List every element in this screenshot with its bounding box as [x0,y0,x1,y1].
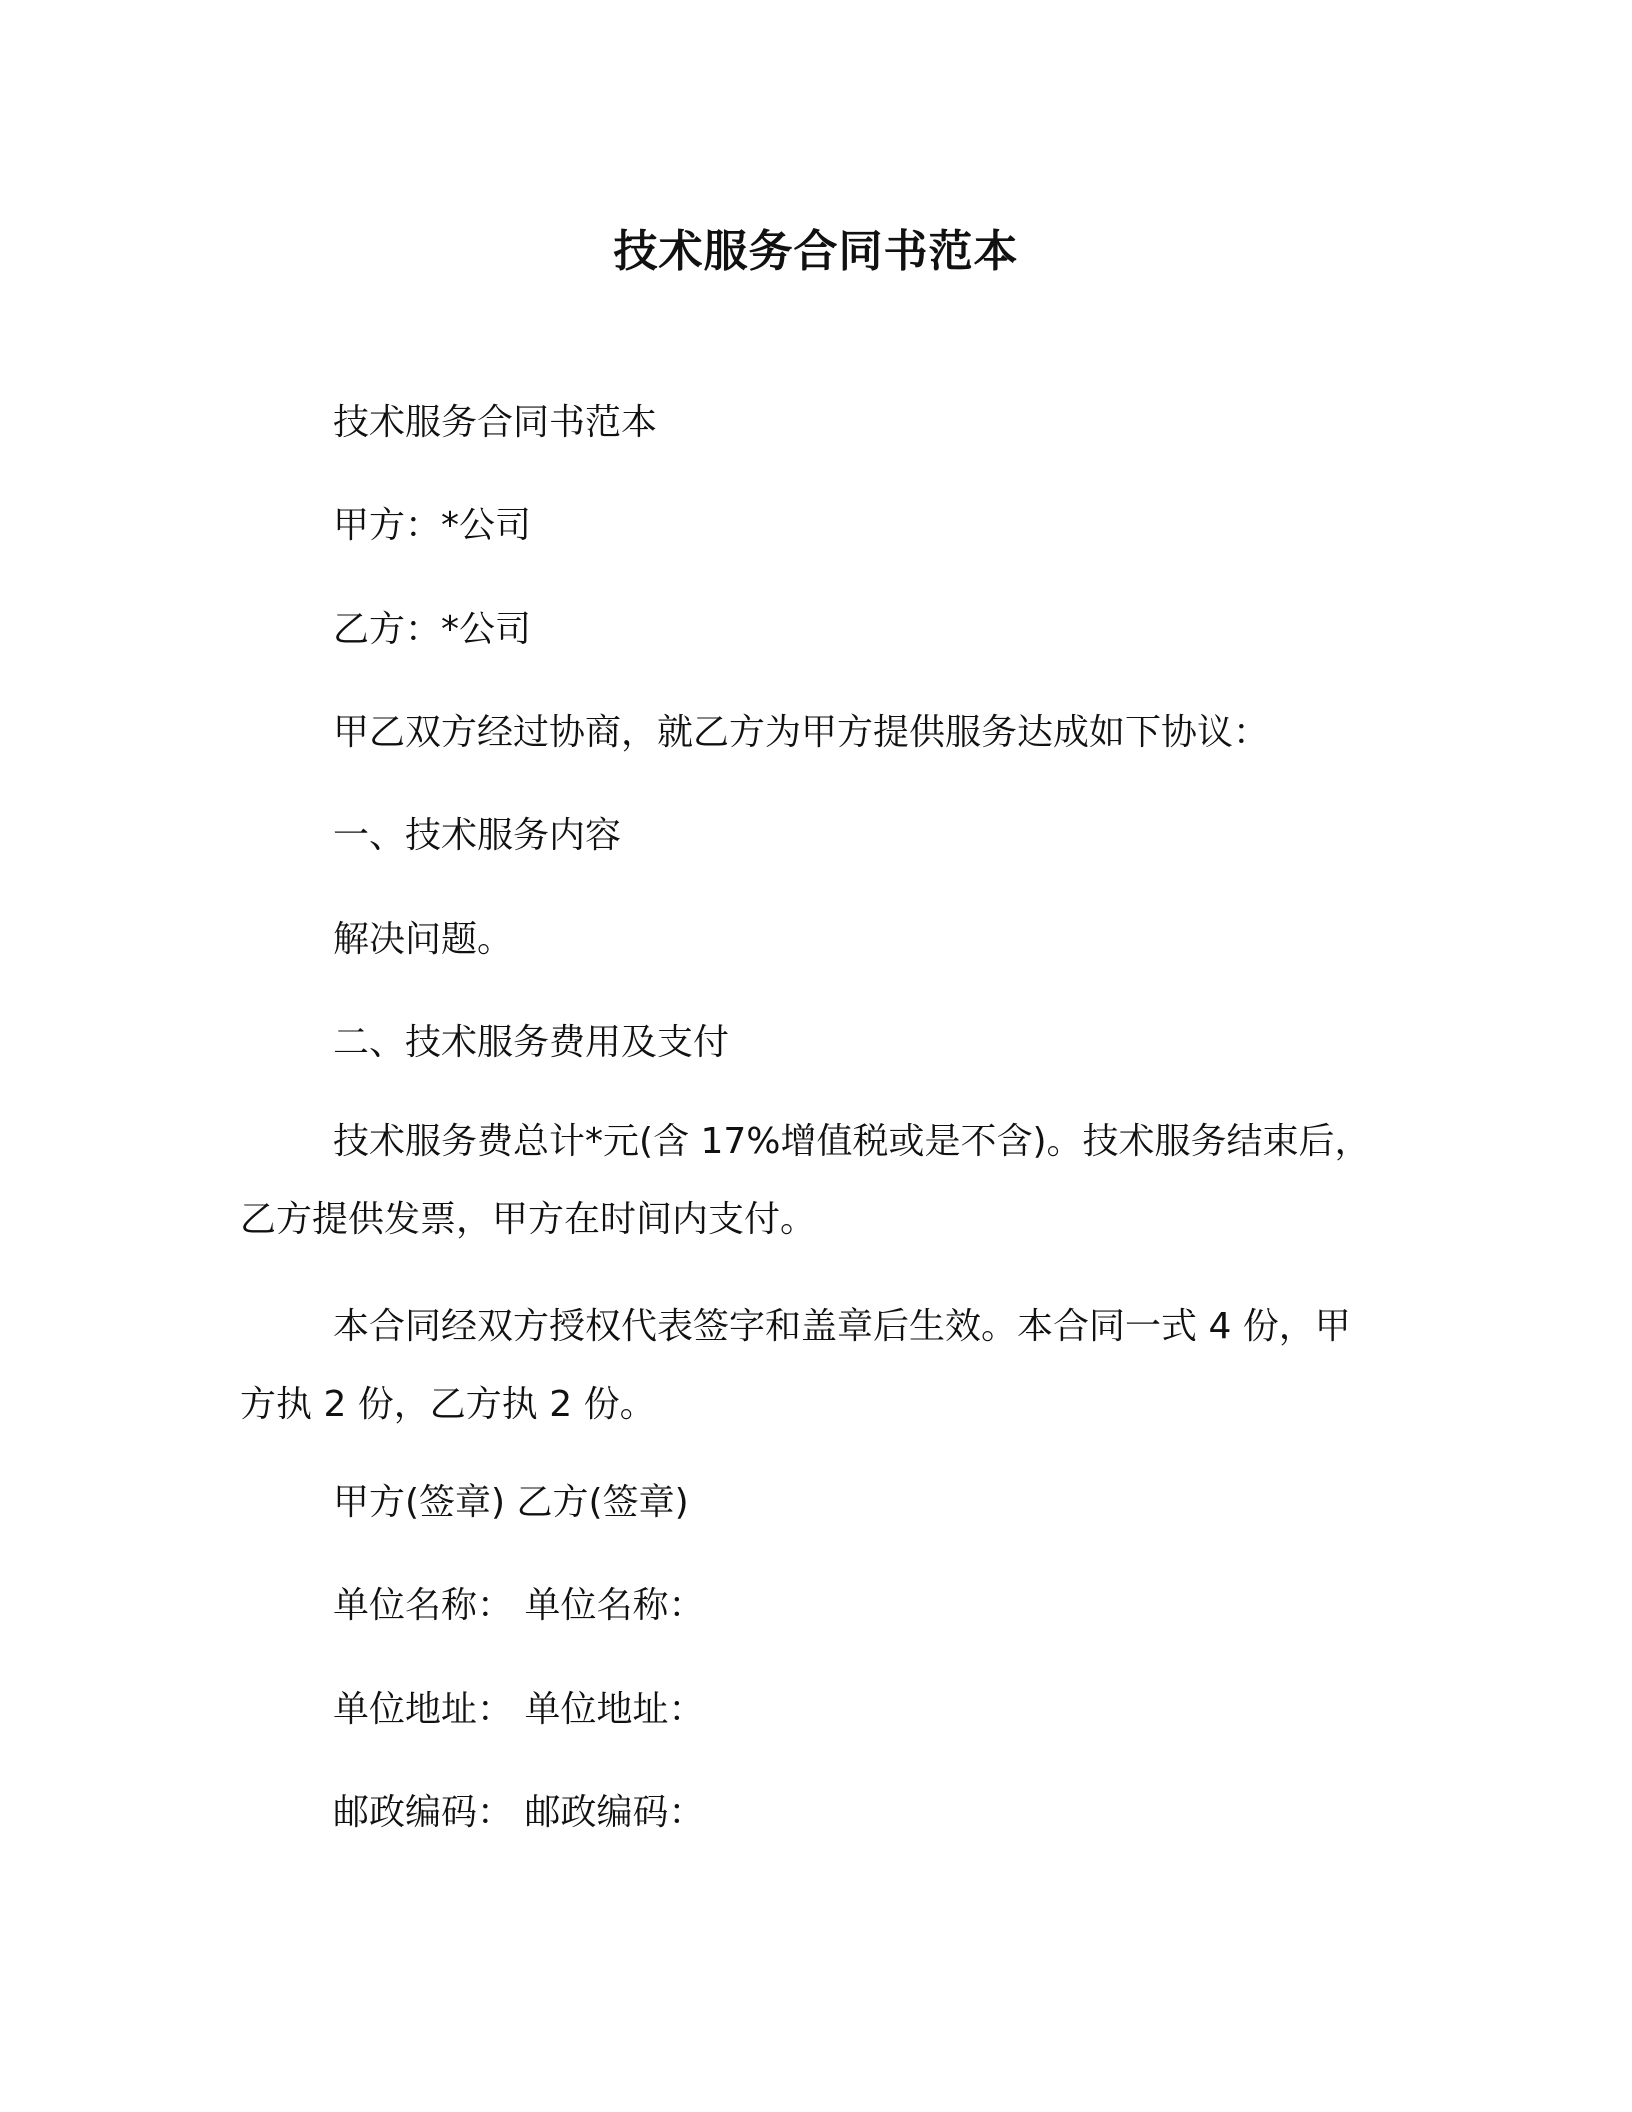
postal-code-line: 邮政编码： 邮政编码： [333,1792,705,1833]
intro-line: 甲乙双方经过协商，就乙方为甲方提供服务达成如下协议： [333,712,1270,753]
signature-line: 甲方(签章) 乙方(签章) [333,1482,689,1523]
unit-address-line: 单位地址： 单位地址： [333,1689,705,1730]
party-b-line: 乙方：*公司 [333,609,532,650]
section1-body: 解决问题。 [333,919,514,960]
section2-body: 技术服务费总计*元(含 17%增值税或是不含)。技术服务结束后，乙方提供发票，甲方在时间内支付。 [240,1121,1371,1240]
section1-heading: 一、技术服务内容 [333,815,622,856]
effect-clause: 本合同经双方授权代表签字和盖章后生效。本合同一式 4 份，甲方执 2 份，乙方执 2 份。 [240,1306,1351,1425]
document-subtitle: 技术服务合同书范本 [333,402,658,443]
section2-heading: 二、技术服务费用及支付 [333,1022,730,1063]
party-a-line: 甲方：*公司 [333,505,532,546]
document-title: 技术服务合同书范本 [613,226,1019,277]
unit-name-line: 单位名称： 单位名称： [333,1585,705,1626]
